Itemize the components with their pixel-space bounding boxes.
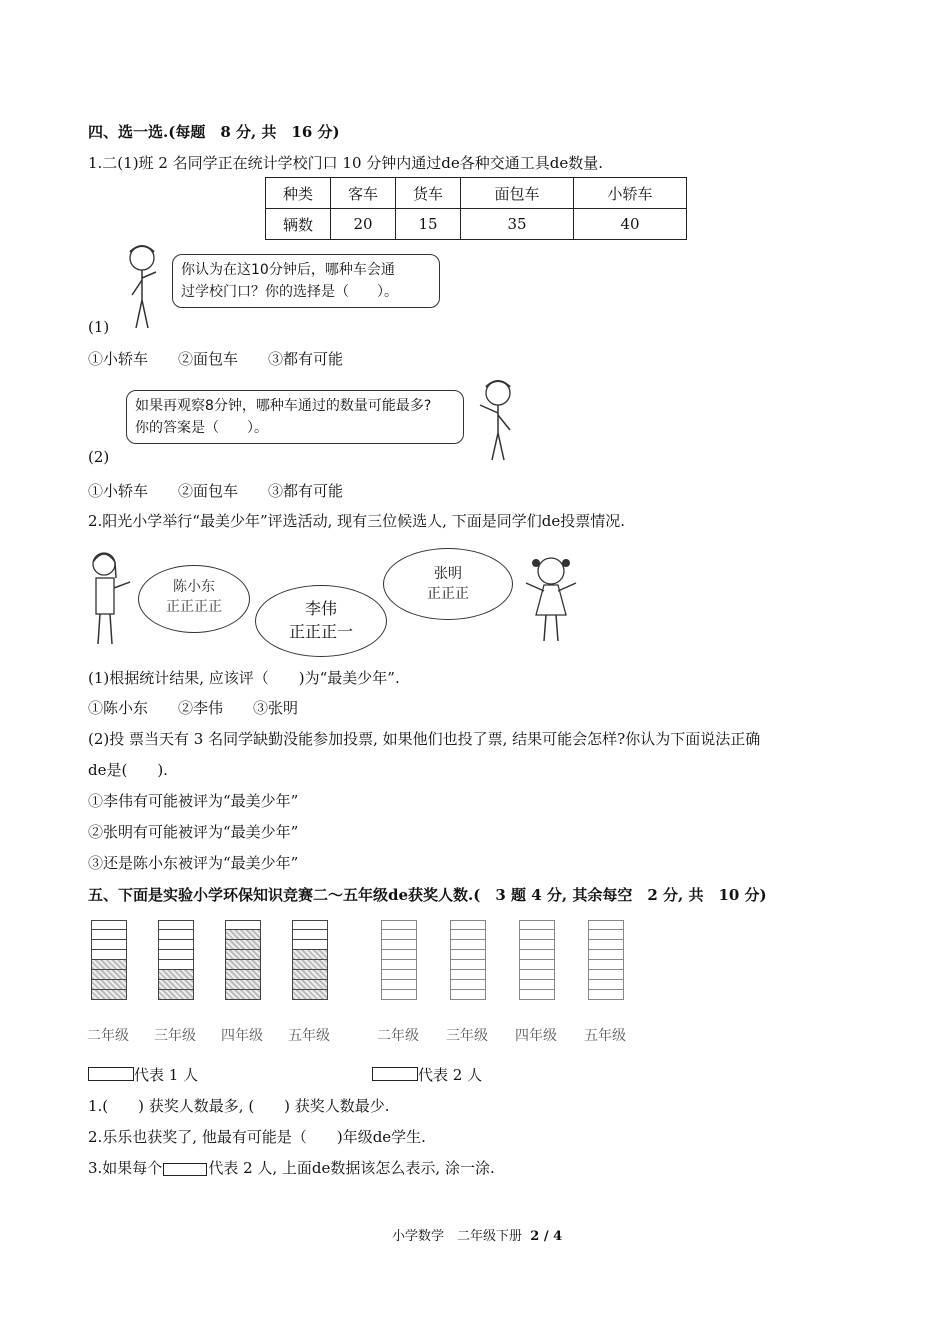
bar-cell bbox=[519, 940, 555, 950]
sec5-q1: 1.( ) 获奖人数最多, ( ) 获奖人数最少. bbox=[88, 1097, 390, 1115]
key-box-1 bbox=[88, 1067, 134, 1081]
bar-cell bbox=[519, 950, 555, 960]
table-row bbox=[266, 209, 687, 240]
bar-cell bbox=[91, 950, 127, 960]
candidate-name: 李伟 bbox=[304, 599, 337, 618]
q2-2-option2: ②张明有可能被评为“最美少年” bbox=[88, 823, 299, 841]
filled-bar-4 bbox=[225, 920, 261, 1000]
bar-cell bbox=[450, 990, 486, 1000]
bubble-line: 如果再观察8分钟，哪种车通过的数量可能最多? bbox=[135, 398, 432, 414]
bar-cell bbox=[225, 930, 261, 940]
vote-cloud-li bbox=[255, 585, 387, 657]
bar-cell bbox=[450, 960, 486, 970]
bar-cell bbox=[519, 920, 555, 930]
q2-intro: 2.阳光小学举行“最美少年”评选活动, 现有三位候选人, 下面是同学们de投票情况. bbox=[88, 512, 625, 530]
speech-bubble-1 bbox=[172, 254, 440, 308]
section5-score: ( 3 题 4 分, 其余每空 2 分, 共 10 分) bbox=[473, 886, 767, 904]
bar-cell bbox=[225, 950, 261, 960]
vote-cloud-chen bbox=[138, 565, 250, 633]
bar-cell bbox=[450, 980, 486, 990]
girl-illustration bbox=[82, 548, 137, 648]
bar-cell bbox=[158, 970, 194, 980]
sec5-q3 bbox=[88, 1157, 495, 1178]
table-cell: 35 bbox=[461, 209, 574, 240]
q1-2-options: ①小轿车 ②面包车 ③都有可能 bbox=[88, 482, 344, 500]
table-cell: 客车 bbox=[331, 178, 396, 209]
bar-cell bbox=[588, 940, 624, 950]
q1-2-label: (2) bbox=[88, 448, 110, 466]
table-cell: 面包车 bbox=[461, 178, 574, 209]
bar-cell bbox=[588, 950, 624, 960]
bar-cell bbox=[519, 960, 555, 970]
bar-cell bbox=[158, 960, 194, 970]
bar-cell bbox=[292, 990, 328, 1000]
bar-cell bbox=[588, 990, 624, 1000]
q3-key-box bbox=[163, 1163, 207, 1176]
bar-cell bbox=[158, 990, 194, 1000]
table-cell: 货车 bbox=[396, 178, 461, 209]
filled-bar-5 bbox=[292, 920, 328, 1000]
bar-cell bbox=[450, 950, 486, 960]
section4-score: (每题 8 分, 共 16 分) bbox=[168, 123, 340, 141]
bar-cell bbox=[381, 980, 417, 990]
grade-label: 二年级 bbox=[87, 1028, 129, 1044]
speech-bubble-2 bbox=[126, 390, 464, 444]
grade-label: 四年级 bbox=[221, 1028, 263, 1044]
q2-1: (1)根据统计结果, 应该评（ )为“最美少年”. bbox=[88, 669, 400, 687]
vote-cloud-zhang bbox=[383, 548, 513, 620]
bar-cell bbox=[91, 920, 127, 930]
bar-cell bbox=[91, 940, 127, 950]
grade-label: 五年级 bbox=[584, 1028, 626, 1044]
bar-cell bbox=[381, 950, 417, 960]
bar-cell bbox=[292, 960, 328, 970]
q3-text-b: 代表 2 人, 上面de数据该怎么表示, 涂一涂. bbox=[208, 1159, 495, 1177]
bar-cell bbox=[91, 990, 127, 1000]
bar-cell bbox=[225, 990, 261, 1000]
q2-2-line1: (2)投 票当天有 3 名同学缺勤没能参加投票, 如果他们也投了票, 结果可能会怎样?你认为下面说法正确 bbox=[88, 730, 761, 748]
page-footer bbox=[392, 1225, 562, 1244]
bubble-line: 过学校门口？你的选择是（ ）。 bbox=[181, 284, 398, 300]
grade-label: 三年级 bbox=[446, 1028, 488, 1044]
bar-cell bbox=[450, 970, 486, 980]
bar-cell bbox=[519, 930, 555, 940]
boy-illustration bbox=[120, 240, 170, 335]
bar-cell bbox=[158, 930, 194, 940]
vote-tally: 正正正正 bbox=[166, 599, 222, 615]
empty-bar-2[interactable] bbox=[381, 920, 417, 1000]
bubble-line: 你认为在这10分钟后，哪种车会通 bbox=[181, 262, 395, 278]
bar-cell bbox=[381, 930, 417, 940]
bar-cell bbox=[588, 970, 624, 980]
girl-illustration-2 bbox=[516, 553, 586, 648]
bar-cell bbox=[292, 940, 328, 950]
bar-cell bbox=[292, 980, 328, 990]
bar-cell bbox=[588, 930, 624, 940]
table-cell: 小轿车 bbox=[574, 178, 687, 209]
section5-heading: 五、下面是实验小学环保知识竞赛二～五年级de获奖人数. bbox=[88, 886, 474, 904]
section4-title bbox=[88, 121, 340, 142]
grade-label: 四年级 bbox=[515, 1028, 557, 1044]
q2-2-option1: ①李伟有可能被评为“最美少年” bbox=[88, 792, 299, 810]
bar-cell bbox=[225, 980, 261, 990]
footer-page: 2 / 4 bbox=[530, 1229, 563, 1244]
bar-cell bbox=[519, 980, 555, 990]
grade-label: 五年级 bbox=[288, 1028, 330, 1044]
bar-cell bbox=[450, 940, 486, 950]
bar-cell bbox=[158, 950, 194, 960]
q2-2-option3: ③还是陈小东被评为“最美少年” bbox=[88, 854, 299, 872]
bubble-line: 你的答案是（ ）。 bbox=[135, 420, 268, 436]
bar-cell bbox=[225, 960, 261, 970]
candidate-name: 陈小东 bbox=[173, 579, 215, 595]
grade-label: 三年级 bbox=[154, 1028, 196, 1044]
bar-cell bbox=[381, 920, 417, 930]
bar-cell bbox=[450, 920, 486, 930]
filled-bar-3 bbox=[158, 920, 194, 1000]
q1-1-label: (1) bbox=[88, 318, 110, 336]
table-row bbox=[266, 178, 687, 209]
section4-heading: 四、选一选. bbox=[88, 123, 169, 141]
empty-bar-4[interactable] bbox=[519, 920, 555, 1000]
sec5-q2: 2.乐乐也获奖了, 他最有可能是（ )年级de学生. bbox=[88, 1128, 426, 1146]
bar-cell bbox=[292, 930, 328, 940]
q2-2-line2: de是( ). bbox=[88, 761, 168, 779]
vote-tally: 正正正 bbox=[427, 586, 469, 602]
boy-illustration-2 bbox=[470, 375, 525, 465]
bar-cell bbox=[292, 970, 328, 980]
bar-cell bbox=[225, 970, 261, 980]
bar-cell bbox=[588, 920, 624, 930]
vote-tally: 正正正一 bbox=[288, 622, 353, 641]
bar-cell bbox=[381, 990, 417, 1000]
bar-cell bbox=[91, 960, 127, 970]
bar-cell bbox=[450, 930, 486, 940]
q1-intro: 1.二(1)班 2 名同学正在统计学校门口 10 分钟内通过de各种交通工具de数量. bbox=[88, 154, 603, 172]
bar-cell bbox=[158, 920, 194, 930]
q3-text-a: 3.如果每个 bbox=[88, 1159, 163, 1177]
bar-cell bbox=[292, 950, 328, 960]
key-box-2 bbox=[372, 1067, 418, 1081]
bar-cell bbox=[381, 970, 417, 980]
q1-1-options: ①小轿车 ②面包车 ③都有可能 bbox=[88, 350, 344, 368]
table-cell: 40 bbox=[574, 209, 687, 240]
bar-cell bbox=[381, 940, 417, 950]
bar-cell bbox=[588, 980, 624, 990]
grade-label: 二年级 bbox=[377, 1028, 419, 1044]
bar-cell bbox=[225, 940, 261, 950]
bar-cell bbox=[91, 970, 127, 980]
bar-cell bbox=[158, 980, 194, 990]
bar-cell bbox=[519, 990, 555, 1000]
filled-bar-2 bbox=[91, 920, 127, 1000]
empty-bar-3[interactable] bbox=[450, 920, 486, 1000]
bar-cell bbox=[588, 960, 624, 970]
bar-cell bbox=[91, 930, 127, 940]
table-cell: 20 bbox=[331, 209, 396, 240]
table-cell: 种类 bbox=[266, 178, 331, 209]
empty-bar-5[interactable] bbox=[588, 920, 624, 1000]
candidate-name: 张明 bbox=[434, 566, 462, 582]
q2-1-options: ①陈小东 ②李伟 ③张明 bbox=[88, 699, 299, 717]
table-cell: 15 bbox=[396, 209, 461, 240]
bar-cell bbox=[225, 920, 261, 930]
key-label-2: 代表 2 人 bbox=[418, 1066, 483, 1084]
bar-cell bbox=[519, 970, 555, 980]
bar-cell bbox=[91, 980, 127, 990]
bar-cell bbox=[158, 940, 194, 950]
bar-cell bbox=[381, 960, 417, 970]
bar-cell bbox=[292, 920, 328, 930]
section5-title bbox=[88, 884, 767, 905]
footer-subject: 小学数学 二年级下册 bbox=[392, 1229, 523, 1244]
traffic-table bbox=[265, 177, 687, 240]
table-cell: 辆数 bbox=[266, 209, 331, 240]
key-label-1: 代表 1 人 bbox=[134, 1066, 199, 1084]
